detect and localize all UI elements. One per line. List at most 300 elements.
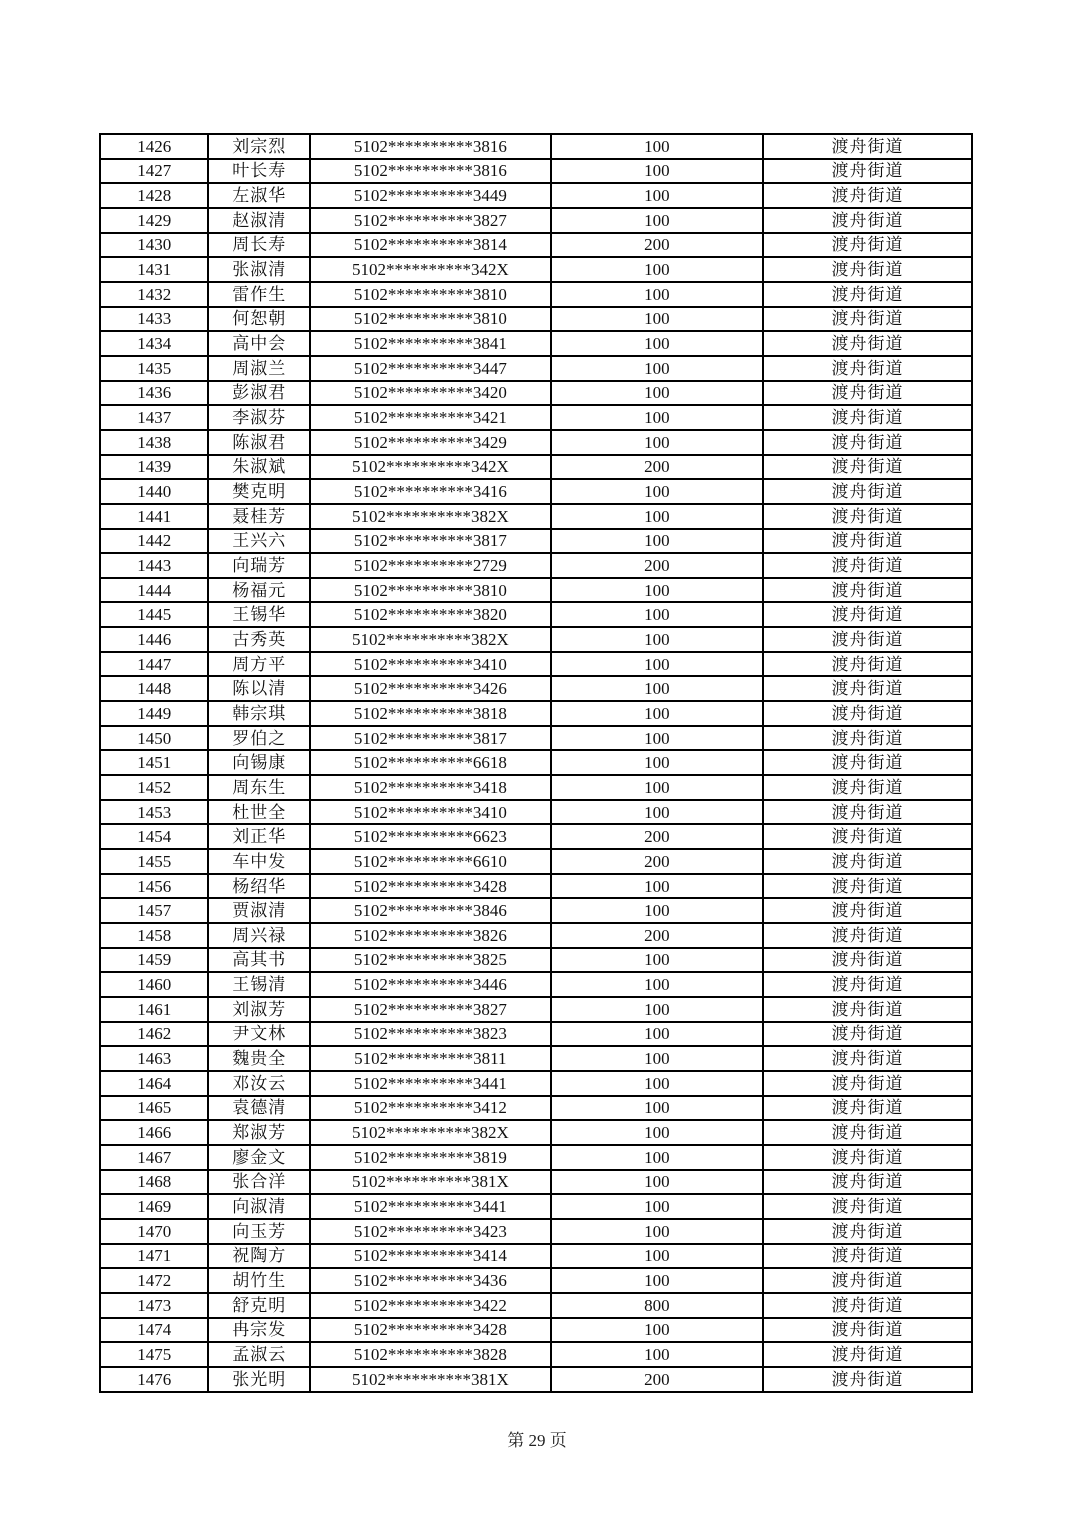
cell-name: 赵淑清 [208,208,310,233]
cell-name: 冉宗发 [208,1318,310,1343]
table-row [100,356,972,381]
cell-amount: 100 [551,1071,763,1096]
cell-street: 渡舟街道 [763,701,972,726]
table-row [100,602,972,627]
cell-amount: 100 [551,1342,763,1367]
cell-street: 渡舟街道 [763,972,972,997]
cell-id-number: 5102**********3811 [310,1046,551,1071]
cell-serial: 1454 [100,824,208,849]
cell-street: 渡舟街道 [763,208,972,233]
cell-amount: 200 [551,553,763,578]
cell-name: 邓汝云 [208,1071,310,1096]
cell-amount: 100 [551,257,763,282]
cell-street: 渡舟街道 [763,1022,972,1047]
cell-serial: 1441 [100,504,208,529]
cell-id-number: 5102**********342X [310,257,551,282]
cell-name: 向淑清 [208,1194,310,1219]
cell-serial: 1451 [100,750,208,775]
cell-street: 渡舟街道 [763,553,972,578]
cell-id-number: 5102**********3825 [310,948,551,973]
cell-street: 渡舟街道 [763,1071,972,1096]
cell-name: 李淑芬 [208,405,310,430]
cell-amount: 100 [551,208,763,233]
cell-serial: 1446 [100,627,208,652]
cell-amount: 100 [551,997,763,1022]
cell-serial: 1471 [100,1244,208,1269]
table-row [100,578,972,603]
cell-id-number: 5102**********3810 [310,282,551,307]
cell-name: 廖金文 [208,1145,310,1170]
cell-name: 杨绍华 [208,874,310,899]
cell-id-number: 5102**********3823 [310,1022,551,1047]
cell-serial: 1450 [100,726,208,751]
table-row [100,923,972,948]
table-row [100,1194,972,1219]
table-row [100,972,972,997]
cell-amount: 100 [551,1120,763,1145]
cell-serial: 1444 [100,578,208,603]
cell-amount: 100 [551,331,763,356]
cell-name: 周淑兰 [208,356,310,381]
table-row [100,553,972,578]
cell-serial: 1432 [100,282,208,307]
cell-street: 渡舟街道 [763,676,972,701]
table-row [100,997,972,1022]
cell-name: 车中发 [208,849,310,874]
cell-id-number: 5102**********3816 [310,134,551,159]
cell-serial: 1474 [100,1318,208,1343]
cell-serial: 1443 [100,553,208,578]
cell-name: 罗伯之 [208,726,310,751]
cell-name: 向瑞芳 [208,553,310,578]
table-row [100,257,972,282]
cell-id-number: 5102**********3446 [310,972,551,997]
cell-street: 渡舟街道 [763,504,972,529]
cell-serial: 1472 [100,1268,208,1293]
cell-id-number: 5102**********3449 [310,183,551,208]
table-row [100,504,972,529]
cell-name: 高中会 [208,331,310,356]
cell-street: 渡舟街道 [763,1096,972,1121]
cell-street: 渡舟街道 [763,578,972,603]
table-row [100,159,972,184]
table-body [100,134,972,1392]
cell-id-number: 5102**********3447 [310,356,551,381]
cell-street: 渡舟街道 [763,405,972,430]
cell-amount: 100 [551,972,763,997]
cell-id-number: 5102**********6610 [310,849,551,874]
cell-street: 渡舟街道 [763,948,972,973]
cell-id-number: 5102**********3814 [310,233,551,258]
cell-name: 向玉芳 [208,1219,310,1244]
cell-amount: 100 [551,1268,763,1293]
cell-amount: 100 [551,1096,763,1121]
cell-amount: 200 [551,1367,763,1392]
cell-amount: 100 [551,726,763,751]
cell-street: 渡舟街道 [763,775,972,800]
table-row [100,898,972,923]
cell-id-number: 5102**********3817 [310,529,551,554]
table-row [100,1293,972,1318]
cell-name: 刘正华 [208,824,310,849]
cell-amount: 100 [551,701,763,726]
table-row [100,381,972,406]
cell-amount: 100 [551,307,763,332]
cell-street: 渡舟街道 [763,1194,972,1219]
cell-street: 渡舟街道 [763,307,972,332]
cell-name: 雷作生 [208,282,310,307]
cell-name: 周兴禄 [208,923,310,948]
cell-id-number: 5102**********3810 [310,307,551,332]
cell-amount: 100 [551,356,763,381]
table-row [100,1342,972,1367]
table-row [100,282,972,307]
table-row [100,1268,972,1293]
cell-serial: 1430 [100,233,208,258]
table-row [100,307,972,332]
cell-amount: 200 [551,233,763,258]
cell-serial: 1438 [100,430,208,455]
cell-name: 高其书 [208,948,310,973]
cell-amount: 100 [551,159,763,184]
cell-amount: 100 [551,1022,763,1047]
cell-street: 渡舟街道 [763,1367,972,1392]
cell-name: 袁德清 [208,1096,310,1121]
cell-name: 古秀英 [208,627,310,652]
cell-id-number: 5102**********3428 [310,1318,551,1343]
cell-serial: 1459 [100,948,208,973]
cell-serial: 1447 [100,652,208,677]
cell-amount: 100 [551,1318,763,1343]
cell-street: 渡舟街道 [763,233,972,258]
table-row [100,1022,972,1047]
cell-id-number: 5102**********3436 [310,1268,551,1293]
cell-amount: 200 [551,923,763,948]
table-row [100,750,972,775]
table-row [100,874,972,899]
cell-amount: 200 [551,824,763,849]
cell-street: 渡舟街道 [763,282,972,307]
cell-id-number: 5102**********3414 [310,1244,551,1269]
cell-name: 张光明 [208,1367,310,1392]
cell-street: 渡舟街道 [763,183,972,208]
cell-serial: 1470 [100,1219,208,1244]
cell-name: 陈淑君 [208,430,310,455]
cell-serial: 1439 [100,455,208,480]
cell-serial: 1456 [100,874,208,899]
table-row [100,233,972,258]
cell-name: 韩宗琪 [208,701,310,726]
cell-serial: 1428 [100,183,208,208]
cell-id-number: 5102**********3820 [310,602,551,627]
cell-id-number: 5102**********6623 [310,824,551,849]
cell-name: 刘淑芳 [208,997,310,1022]
cell-amount: 100 [551,1170,763,1195]
cell-amount: 100 [551,602,763,627]
cell-id-number: 5102**********3421 [310,405,551,430]
cell-serial: 1453 [100,800,208,825]
cell-amount: 100 [551,1244,763,1269]
cell-id-number: 5102**********3441 [310,1194,551,1219]
cell-amount: 100 [551,1194,763,1219]
cell-id-number: 5102**********382X [310,1120,551,1145]
cell-name: 胡竹生 [208,1268,310,1293]
cell-name: 祝陶方 [208,1244,310,1269]
table-row [100,1145,972,1170]
cell-amount: 100 [551,381,763,406]
table-row [100,479,972,504]
cell-id-number: 5102**********3818 [310,701,551,726]
cell-amount: 100 [551,405,763,430]
cell-id-number: 5102**********3819 [310,1145,551,1170]
table-row [100,430,972,455]
cell-serial: 1455 [100,849,208,874]
cell-amount: 100 [551,775,763,800]
cell-id-number: 5102**********3416 [310,479,551,504]
cell-amount: 100 [551,800,763,825]
table-row [100,208,972,233]
table-row [100,775,972,800]
cell-serial: 1473 [100,1293,208,1318]
cell-name: 彭淑君 [208,381,310,406]
cell-id-number: 5102**********2729 [310,553,551,578]
cell-serial: 1461 [100,997,208,1022]
table-row [100,676,972,701]
cell-street: 渡舟街道 [763,923,972,948]
cell-id-number: 5102**********3418 [310,775,551,800]
cell-amount: 100 [551,578,763,603]
cell-street: 渡舟街道 [763,898,972,923]
cell-amount: 100 [551,282,763,307]
cell-id-number: 5102**********382X [310,627,551,652]
cell-id-number: 5102**********3826 [310,923,551,948]
cell-street: 渡舟街道 [763,1244,972,1269]
cell-amount: 100 [551,1219,763,1244]
cell-serial: 1445 [100,602,208,627]
cell-amount: 100 [551,134,763,159]
cell-street: 渡舟街道 [763,479,972,504]
cell-name: 郑淑芳 [208,1120,310,1145]
recipients-table [99,133,973,1393]
table-row [100,1120,972,1145]
table-row [100,1367,972,1392]
cell-id-number: 5102**********3426 [310,676,551,701]
cell-serial: 1436 [100,381,208,406]
cell-serial: 1476 [100,1367,208,1392]
table-row [100,1071,972,1096]
cell-serial: 1449 [100,701,208,726]
cell-name: 王锡清 [208,972,310,997]
table-row [100,652,972,677]
cell-street: 渡舟街道 [763,750,972,775]
table-row [100,726,972,751]
cell-street: 渡舟街道 [763,1219,972,1244]
cell-name: 尹文林 [208,1022,310,1047]
cell-street: 渡舟街道 [763,1293,972,1318]
cell-name: 陈以清 [208,676,310,701]
cell-serial: 1426 [100,134,208,159]
table-row [100,849,972,874]
cell-id-number: 5102**********3816 [310,159,551,184]
cell-id-number: 5102**********6618 [310,750,551,775]
cell-name: 周长寿 [208,233,310,258]
cell-street: 渡舟街道 [763,1342,972,1367]
cell-amount: 200 [551,455,763,480]
cell-serial: 1465 [100,1096,208,1121]
cell-serial: 1463 [100,1046,208,1071]
table-row [100,800,972,825]
cell-serial: 1457 [100,898,208,923]
cell-name: 向锡康 [208,750,310,775]
cell-id-number: 5102**********381X [310,1170,551,1195]
cell-serial: 1452 [100,775,208,800]
table-row [100,1219,972,1244]
cell-name: 杜世全 [208,800,310,825]
table-row [100,1046,972,1071]
cell-serial: 1437 [100,405,208,430]
cell-serial: 1435 [100,356,208,381]
cell-amount: 100 [551,1046,763,1071]
cell-id-number: 5102**********382X [310,504,551,529]
table-row [100,331,972,356]
cell-amount: 100 [551,1145,763,1170]
cell-amount: 200 [551,849,763,874]
cell-amount: 100 [551,750,763,775]
cell-id-number: 5102**********3828 [310,1342,551,1367]
table-row [100,134,972,159]
cell-amount: 100 [551,430,763,455]
cell-amount: 800 [551,1293,763,1318]
cell-id-number: 5102**********3827 [310,208,551,233]
table-row [100,948,972,973]
cell-serial: 1466 [100,1120,208,1145]
table-row [100,1318,972,1343]
cell-street: 渡舟街道 [763,726,972,751]
table-row [100,1096,972,1121]
cell-id-number: 5102**********3410 [310,800,551,825]
cell-name: 樊克明 [208,479,310,504]
cell-serial: 1468 [100,1170,208,1195]
cell-serial: 1475 [100,1342,208,1367]
cell-name: 王兴六 [208,529,310,554]
cell-id-number: 5102**********342X [310,455,551,480]
cell-amount: 100 [551,898,763,923]
cell-serial: 1427 [100,159,208,184]
cell-serial: 1460 [100,972,208,997]
cell-amount: 100 [551,874,763,899]
cell-street: 渡舟街道 [763,134,972,159]
table-row [100,824,972,849]
cell-street: 渡舟街道 [763,849,972,874]
cell-amount: 100 [551,652,763,677]
cell-street: 渡舟街道 [763,1318,972,1343]
cell-id-number: 5102**********3810 [310,578,551,603]
cell-street: 渡舟街道 [763,1145,972,1170]
table-row [100,529,972,554]
cell-name: 贾淑清 [208,898,310,923]
table-row [100,183,972,208]
cell-name: 左淑华 [208,183,310,208]
cell-street: 渡舟街道 [763,356,972,381]
cell-id-number: 5102**********3441 [310,1071,551,1096]
cell-street: 渡舟街道 [763,430,972,455]
cell-name: 张合洋 [208,1170,310,1195]
cell-amount: 100 [551,504,763,529]
cell-id-number: 5102**********3428 [310,874,551,899]
cell-name: 何恕朝 [208,307,310,332]
cell-name: 周方平 [208,652,310,677]
cell-street: 渡舟街道 [763,1120,972,1145]
cell-serial: 1433 [100,307,208,332]
cell-amount: 100 [551,948,763,973]
cell-serial: 1431 [100,257,208,282]
cell-street: 渡舟街道 [763,874,972,899]
cell-id-number: 5102**********3422 [310,1293,551,1318]
cell-street: 渡舟街道 [763,1046,972,1071]
cell-id-number: 5102**********3817 [310,726,551,751]
table-row [100,1244,972,1269]
table-row [100,627,972,652]
cell-amount: 100 [551,529,763,554]
cell-id-number: 5102**********3410 [310,652,551,677]
cell-serial: 1448 [100,676,208,701]
cell-serial: 1442 [100,529,208,554]
cell-street: 渡舟街道 [763,824,972,849]
cell-name: 舒克明 [208,1293,310,1318]
cell-name: 叶长寿 [208,159,310,184]
table-row [100,455,972,480]
cell-id-number: 5102**********3846 [310,898,551,923]
cell-name: 杨福元 [208,578,310,603]
cell-serial: 1469 [100,1194,208,1219]
cell-id-number: 5102**********3412 [310,1096,551,1121]
cell-name: 朱淑斌 [208,455,310,480]
cell-name: 魏贵全 [208,1046,310,1071]
cell-street: 渡舟街道 [763,529,972,554]
cell-street: 渡舟街道 [763,159,972,184]
page-footer: 第 29 页 [507,1431,567,1450]
cell-amount: 100 [551,676,763,701]
cell-serial: 1429 [100,208,208,233]
cell-street: 渡舟街道 [763,997,972,1022]
cell-name: 刘宗烈 [208,134,310,159]
cell-name: 周东生 [208,775,310,800]
cell-street: 渡舟街道 [763,800,972,825]
cell-serial: 1434 [100,331,208,356]
cell-street: 渡舟街道 [763,602,972,627]
cell-serial: 1464 [100,1071,208,1096]
table-row [100,701,972,726]
cell-name: 张淑清 [208,257,310,282]
table-row [100,405,972,430]
cell-id-number: 5102**********381X [310,1367,551,1392]
cell-street: 渡舟街道 [763,1268,972,1293]
cell-serial: 1440 [100,479,208,504]
cell-name: 王锡华 [208,602,310,627]
cell-street: 渡舟街道 [763,455,972,480]
cell-serial: 1462 [100,1022,208,1047]
cell-id-number: 5102**********3827 [310,997,551,1022]
cell-street: 渡舟街道 [763,257,972,282]
cell-serial: 1467 [100,1145,208,1170]
cell-amount: 100 [551,183,763,208]
table-row [100,1170,972,1195]
cell-street: 渡舟街道 [763,381,972,406]
cell-serial: 1458 [100,923,208,948]
cell-id-number: 5102**********3420 [310,381,551,406]
cell-name: 孟淑云 [208,1342,310,1367]
cell-name: 聂桂芳 [208,504,310,529]
